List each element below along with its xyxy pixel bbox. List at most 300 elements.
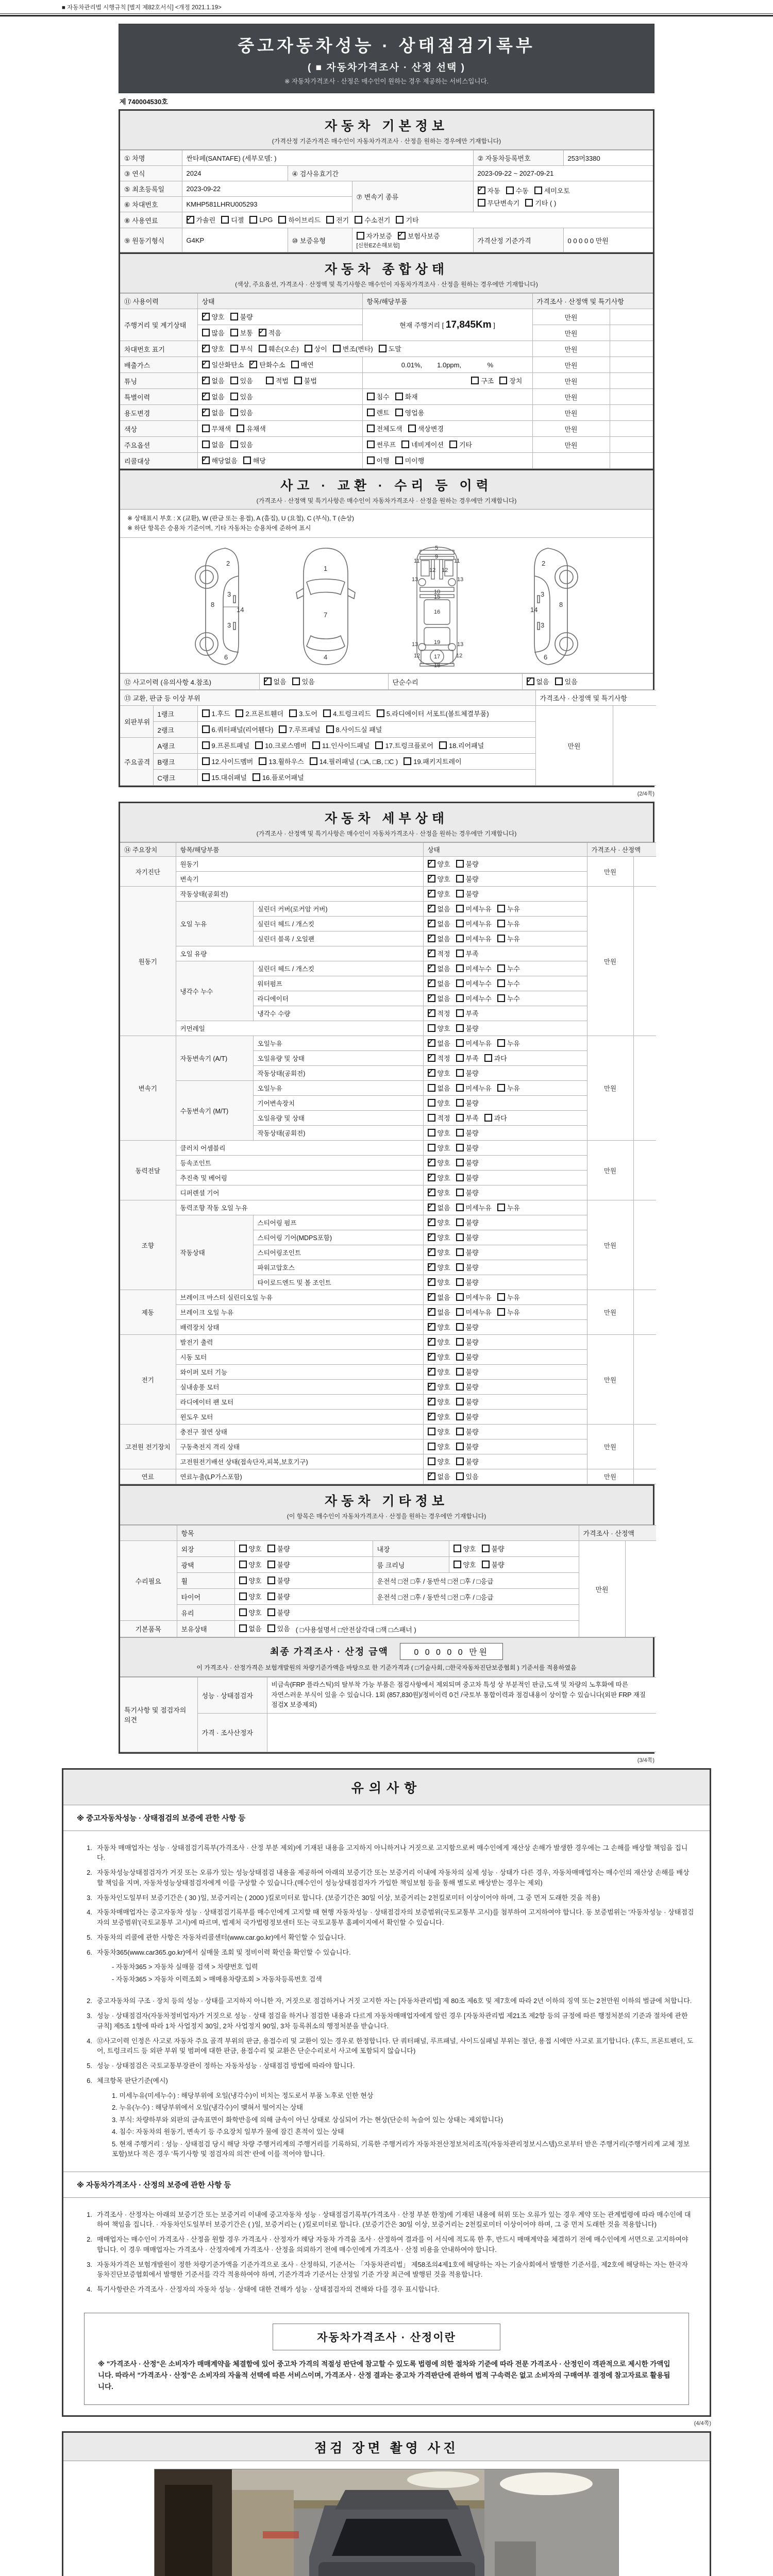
unchecked-box-icon[interactable] — [506, 187, 514, 194]
checked-box-icon[interactable] — [428, 1069, 435, 1077]
checked-box-icon[interactable] — [428, 1398, 435, 1405]
checked-box-icon[interactable] — [202, 345, 210, 352]
checked-box-icon[interactable] — [202, 377, 210, 384]
checkbox-option[interactable] — [456, 1232, 479, 1242]
checkbox-option[interactable] — [482, 1544, 505, 1553]
unchecked-box-icon[interactable] — [289, 709, 297, 717]
checked-box-icon[interactable] — [428, 1174, 435, 1181]
unchecked-box-icon[interactable] — [456, 920, 464, 927]
checkbox-option[interactable] — [202, 772, 247, 782]
checkbox-option[interactable] — [292, 676, 315, 686]
unchecked-box-icon[interactable] — [375, 741, 383, 749]
unchecked-box-icon[interactable] — [497, 979, 505, 987]
checkbox-option[interactable] — [456, 1262, 479, 1272]
checkbox-option[interactable] — [379, 344, 401, 353]
checkbox-option[interactable] — [428, 1188, 450, 1197]
unchecked-box-icon[interactable] — [367, 456, 375, 464]
unchecked-box-icon[interactable] — [230, 409, 238, 416]
unchecked-box-icon[interactable] — [456, 935, 464, 942]
checkbox-option[interactable] — [456, 919, 492, 928]
checkbox-option[interactable] — [456, 1068, 479, 1078]
checkbox-option[interactable] — [456, 1322, 479, 1332]
unchecked-box-icon[interactable] — [323, 709, 331, 717]
unchecked-box-icon[interactable] — [525, 199, 533, 207]
unchecked-box-icon[interactable] — [497, 994, 505, 1002]
checked-box-icon[interactable] — [259, 329, 266, 336]
unchecked-box-icon[interactable] — [456, 1189, 464, 1196]
unchecked-box-icon[interactable] — [395, 409, 403, 416]
checkbox-option[interactable] — [428, 1337, 450, 1347]
checkbox-option[interactable] — [439, 740, 484, 750]
unchecked-box-icon[interactable] — [395, 393, 403, 400]
checkbox-option[interactable] — [428, 1442, 450, 1451]
checkbox-option[interactable] — [404, 756, 461, 766]
unchecked-box-icon[interactable] — [259, 757, 266, 765]
checkbox-option[interactable] — [230, 439, 253, 449]
checkbox-option[interactable] — [267, 1575, 290, 1585]
checkbox-option[interactable] — [456, 1456, 479, 1466]
checked-box-icon[interactable] — [428, 1413, 435, 1420]
checked-box-icon[interactable] — [428, 1472, 435, 1480]
unchecked-box-icon[interactable] — [202, 741, 210, 749]
unchecked-box-icon[interactable] — [239, 1545, 247, 1552]
checkbox-option[interactable] — [428, 1397, 450, 1406]
checkbox-option[interactable] — [456, 1128, 479, 1138]
checked-box-icon[interactable] — [478, 187, 485, 194]
unchecked-box-icon[interactable] — [239, 1577, 247, 1584]
checkbox-option[interactable] — [497, 934, 520, 943]
unchecked-box-icon[interactable] — [456, 1472, 464, 1480]
checkbox-option[interactable] — [398, 231, 440, 241]
unchecked-box-icon[interactable] — [456, 1458, 464, 1465]
unchecked-box-icon[interactable] — [497, 1039, 505, 1047]
checkbox-option[interactable] — [367, 408, 390, 417]
checkbox-option[interactable] — [456, 948, 479, 958]
checkbox-option[interactable] — [395, 392, 418, 401]
checkbox-option[interactable] — [294, 376, 317, 385]
checked-box-icon[interactable] — [428, 1263, 435, 1271]
unchecked-box-icon[interactable] — [456, 1293, 464, 1301]
checkbox-option[interactable] — [428, 1008, 450, 1018]
checkbox-option[interactable] — [428, 904, 450, 913]
checkbox-option[interactable] — [428, 1456, 450, 1466]
unchecked-box-icon[interactable] — [395, 456, 403, 464]
checkbox-option[interactable] — [266, 376, 289, 385]
checked-box-icon[interactable] — [428, 1383, 435, 1391]
checked-box-icon[interactable] — [428, 890, 435, 897]
unchecked-box-icon[interactable] — [456, 1159, 464, 1166]
checkbox-option[interactable] — [249, 216, 273, 224]
checkbox-option[interactable] — [278, 215, 321, 225]
checkbox-option[interactable] — [428, 1098, 450, 1108]
unchecked-box-icon[interactable] — [456, 1039, 464, 1047]
checkbox-option[interactable] — [456, 1397, 479, 1406]
unchecked-box-icon[interactable] — [534, 187, 542, 194]
checkbox-option[interactable] — [202, 423, 231, 433]
checkbox-option[interactable] — [428, 963, 450, 973]
checkbox-option[interactable] — [230, 328, 253, 337]
checked-box-icon[interactable] — [187, 216, 194, 224]
unchecked-box-icon[interactable] — [255, 741, 263, 749]
unchecked-box-icon[interactable] — [456, 1009, 464, 1017]
unchecked-box-icon[interactable] — [253, 773, 260, 781]
checkbox-option[interactable] — [396, 215, 418, 225]
checkbox-option[interactable] — [239, 1560, 262, 1569]
unchecked-box-icon[interactable] — [239, 1561, 247, 1568]
unchecked-box-icon[interactable] — [267, 1545, 275, 1552]
unchecked-box-icon[interactable] — [305, 345, 312, 352]
checkbox-option[interactable] — [428, 1202, 450, 1212]
checkbox-option[interactable] — [401, 439, 444, 449]
unchecked-box-icon[interactable] — [456, 1233, 464, 1241]
checkbox-option[interactable] — [428, 1471, 450, 1481]
unchecked-box-icon[interactable] — [428, 1084, 435, 1092]
unchecked-box-icon[interactable] — [428, 1428, 435, 1435]
checkbox-option[interactable] — [221, 215, 244, 225]
unchecked-box-icon[interactable] — [456, 1263, 464, 1271]
checked-box-icon[interactable] — [428, 935, 435, 942]
checked-box-icon[interactable] — [527, 677, 534, 685]
unchecked-box-icon[interactable] — [499, 377, 507, 384]
unchecked-box-icon[interactable] — [555, 677, 563, 685]
checkbox-option[interactable] — [456, 1292, 492, 1302]
checkbox-option[interactable] — [333, 344, 373, 353]
unchecked-box-icon[interactable] — [202, 709, 210, 717]
unchecked-box-icon[interactable] — [237, 425, 244, 432]
unchecked-box-icon[interactable] — [456, 1368, 464, 1376]
unchecked-box-icon[interactable] — [456, 1069, 464, 1077]
checkbox-option[interactable] — [499, 376, 522, 385]
checkbox-option[interactable] — [428, 1277, 450, 1287]
checkbox-option[interactable] — [497, 919, 520, 928]
unchecked-box-icon[interactable] — [377, 709, 384, 717]
checkbox-option[interactable] — [497, 993, 520, 1003]
checkbox-option[interactable] — [202, 724, 274, 734]
checkbox-option[interactable] — [230, 392, 253, 401]
unchecked-box-icon[interactable] — [230, 377, 238, 384]
checked-box-icon[interactable] — [202, 361, 210, 368]
unchecked-box-icon[interactable] — [267, 1561, 275, 1568]
checkbox-option[interactable] — [534, 185, 570, 195]
unchecked-box-icon[interactable] — [239, 1624, 247, 1632]
checkbox-option[interactable] — [187, 215, 216, 225]
checked-box-icon[interactable] — [428, 950, 435, 957]
checked-box-icon[interactable] — [249, 361, 257, 368]
checked-box-icon[interactable] — [428, 905, 435, 912]
checkbox-option[interactable] — [367, 392, 390, 401]
checkbox-option[interactable] — [202, 439, 225, 449]
checkbox-option[interactable] — [305, 344, 327, 353]
unchecked-box-icon[interactable] — [367, 425, 375, 432]
checkbox-option[interactable] — [428, 874, 450, 884]
checkbox-option[interactable] — [428, 889, 450, 899]
unchecked-box-icon[interactable] — [456, 979, 464, 987]
unchecked-box-icon[interactable] — [497, 1084, 505, 1092]
unchecked-box-icon[interactable] — [333, 345, 341, 352]
checkbox-option[interactable] — [456, 978, 492, 988]
unchecked-box-icon[interactable] — [408, 425, 416, 432]
checkbox-option[interactable] — [456, 1083, 492, 1093]
checkbox-option[interactable] — [428, 1382, 450, 1392]
checkbox-option[interactable] — [456, 1158, 479, 1167]
checked-box-icon[interactable] — [428, 1204, 435, 1211]
checkbox-option[interactable] — [236, 708, 283, 718]
checkbox-option[interactable] — [355, 215, 390, 225]
unchecked-box-icon[interactable] — [230, 329, 238, 336]
checkbox-option[interactable] — [264, 676, 287, 686]
checkbox-option[interactable] — [202, 455, 238, 465]
unchecked-box-icon[interactable] — [484, 1054, 492, 1062]
checkbox-option[interactable] — [456, 1337, 479, 1347]
checkbox-option[interactable] — [202, 740, 250, 750]
unchecked-box-icon[interactable] — [428, 1144, 435, 1151]
unchecked-box-icon[interactable] — [221, 216, 229, 224]
checkbox-option[interactable] — [237, 423, 266, 433]
checkbox-option[interactable] — [478, 185, 500, 195]
checkbox-option[interactable] — [428, 1143, 450, 1153]
checkbox-option[interactable] — [253, 772, 304, 782]
checkbox-option[interactable] — [202, 344, 225, 353]
checked-box-icon[interactable] — [428, 1054, 435, 1062]
checkbox-option[interactable] — [484, 1113, 507, 1123]
checkbox-option[interactable] — [230, 376, 253, 385]
checked-box-icon[interactable] — [202, 409, 210, 416]
checkbox-option[interactable] — [456, 874, 479, 884]
unchecked-box-icon[interactable] — [267, 1608, 275, 1616]
checkbox-option[interactable] — [478, 198, 520, 208]
checked-box-icon[interactable] — [202, 313, 210, 320]
checkbox-option[interactable] — [497, 1292, 520, 1302]
checkbox-option[interactable] — [312, 740, 369, 750]
checkbox-option[interactable] — [202, 360, 244, 369]
checkbox-option[interactable] — [428, 1352, 450, 1362]
unchecked-box-icon[interactable] — [484, 1114, 492, 1122]
checkbox-option[interactable] — [428, 978, 450, 988]
unchecked-box-icon[interactable] — [456, 1218, 464, 1226]
checked-box-icon[interactable] — [428, 964, 435, 972]
checkbox-option[interactable] — [267, 1544, 290, 1553]
unchecked-box-icon[interactable] — [279, 725, 287, 733]
checkbox-option[interactable] — [408, 423, 444, 433]
unchecked-box-icon[interactable] — [453, 1545, 461, 1552]
unchecked-box-icon[interactable] — [396, 216, 404, 224]
checkbox-option[interactable] — [375, 740, 433, 750]
checkbox-option[interactable] — [428, 1158, 450, 1167]
unchecked-box-icon[interactable] — [497, 905, 505, 912]
checkbox-option[interactable] — [456, 1173, 479, 1182]
unchecked-box-icon[interactable] — [236, 709, 243, 717]
checkbox-option[interactable] — [428, 1292, 450, 1302]
checkbox-option[interactable] — [456, 1352, 479, 1362]
checkbox-option[interactable] — [428, 934, 450, 943]
checkbox-option[interactable] — [357, 231, 392, 241]
checkbox-option[interactable] — [456, 904, 492, 913]
unchecked-box-icon[interactable] — [401, 440, 409, 448]
checkbox-option[interactable] — [428, 1262, 450, 1272]
checked-box-icon[interactable] — [264, 677, 272, 685]
unchecked-box-icon[interactable] — [357, 232, 364, 240]
checked-box-icon[interactable] — [398, 232, 406, 240]
checkbox-option[interactable] — [456, 1113, 479, 1123]
checkbox-option[interactable] — [453, 1544, 476, 1553]
checkbox-option[interactable] — [456, 1471, 479, 1481]
checked-box-icon[interactable] — [428, 1353, 435, 1361]
checkbox-option[interactable] — [456, 1023, 479, 1033]
unchecked-box-icon[interactable] — [456, 1428, 464, 1435]
unchecked-box-icon[interactable] — [367, 393, 375, 400]
unchecked-box-icon[interactable] — [471, 377, 479, 384]
checkbox-option[interactable] — [497, 1038, 520, 1048]
unchecked-box-icon[interactable] — [456, 1144, 464, 1151]
unchecked-box-icon[interactable] — [456, 1353, 464, 1361]
checkbox-option[interactable] — [456, 1427, 479, 1436]
checked-box-icon[interactable] — [428, 1338, 435, 1346]
checkbox-option[interactable] — [456, 1053, 479, 1063]
checked-box-icon[interactable] — [428, 1039, 435, 1047]
checkbox-option[interactable] — [230, 344, 253, 353]
checkbox-option[interactable] — [456, 1217, 479, 1227]
checked-box-icon[interactable] — [428, 860, 435, 868]
checkbox-option[interactable] — [456, 1307, 492, 1317]
checkbox-option[interactable] — [367, 439, 396, 449]
unchecked-box-icon[interactable] — [294, 377, 302, 384]
checkbox-option[interactable] — [326, 724, 382, 734]
checkbox-option[interactable] — [506, 185, 529, 195]
checkbox-option[interactable] — [456, 934, 492, 943]
unchecked-box-icon[interactable] — [497, 1204, 505, 1211]
checked-box-icon[interactable] — [428, 1248, 435, 1256]
unchecked-box-icon[interactable] — [239, 1592, 247, 1600]
unchecked-box-icon[interactable] — [202, 440, 210, 448]
checkbox-option[interactable] — [377, 708, 489, 718]
checkbox-option[interactable] — [456, 993, 492, 1003]
checkbox-option[interactable] — [395, 408, 425, 417]
unchecked-box-icon[interactable] — [202, 329, 210, 336]
checkbox-option[interactable] — [259, 328, 281, 337]
checkbox-option[interactable] — [428, 1307, 450, 1317]
checkbox-option[interactable] — [456, 1382, 479, 1392]
checkbox-option[interactable] — [291, 360, 314, 369]
checkbox-option[interactable] — [428, 1083, 450, 1093]
checkbox-option[interactable] — [456, 1098, 479, 1108]
checkbox-option[interactable] — [456, 859, 479, 869]
unchecked-box-icon[interactable] — [456, 1054, 464, 1062]
unchecked-box-icon[interactable] — [456, 1099, 464, 1107]
unchecked-box-icon[interactable] — [449, 440, 457, 448]
unchecked-box-icon[interactable] — [456, 1308, 464, 1316]
unchecked-box-icon[interactable] — [326, 725, 334, 733]
unchecked-box-icon[interactable] — [456, 1323, 464, 1331]
checkbox-option[interactable] — [202, 392, 225, 401]
unchecked-box-icon[interactable] — [482, 1561, 490, 1568]
unchecked-box-icon[interactable] — [259, 345, 266, 352]
unchecked-box-icon[interactable] — [266, 377, 274, 384]
unchecked-box-icon[interactable] — [202, 773, 210, 781]
checkbox-option[interactable] — [428, 1173, 450, 1182]
checkbox-option[interactable] — [456, 1038, 492, 1048]
unchecked-box-icon[interactable] — [456, 1383, 464, 1391]
checkbox-option[interactable] — [367, 455, 390, 465]
unchecked-box-icon[interactable] — [249, 216, 257, 224]
checkbox-option[interactable] — [202, 708, 230, 718]
checkbox-option[interactable] — [456, 1442, 479, 1451]
checkbox-option[interactable] — [239, 1591, 262, 1601]
checkbox-option[interactable] — [484, 1053, 507, 1063]
checkbox-option[interactable] — [428, 1128, 450, 1138]
checkbox-option[interactable] — [367, 423, 402, 433]
unchecked-box-icon[interactable] — [292, 677, 300, 685]
unchecked-box-icon[interactable] — [230, 440, 238, 448]
unchecked-box-icon[interactable] — [456, 1248, 464, 1256]
checkbox-option[interactable] — [259, 756, 304, 766]
checked-box-icon[interactable] — [202, 393, 210, 400]
unchecked-box-icon[interactable] — [202, 425, 210, 432]
checkbox-option[interactable] — [497, 1307, 520, 1317]
checkbox-option[interactable] — [395, 455, 425, 465]
unchecked-box-icon[interactable] — [453, 1561, 461, 1568]
checkbox-option[interactable] — [267, 1607, 290, 1617]
unchecked-box-icon[interactable] — [456, 1204, 464, 1211]
checkbox-option[interactable] — [428, 1427, 450, 1436]
checkbox-option[interactable] — [497, 1202, 520, 1212]
unchecked-box-icon[interactable] — [497, 935, 505, 942]
checkbox-option[interactable] — [428, 948, 450, 958]
checkbox-option[interactable] — [456, 1367, 479, 1377]
unchecked-box-icon[interactable] — [439, 741, 447, 749]
checkbox-option[interactable] — [428, 859, 450, 869]
unchecked-box-icon[interactable] — [239, 1608, 247, 1616]
unchecked-box-icon[interactable] — [267, 1592, 275, 1600]
unchecked-box-icon[interactable] — [243, 456, 251, 464]
unchecked-box-icon[interactable] — [428, 1458, 435, 1465]
checkbox-option[interactable] — [239, 1607, 262, 1617]
unchecked-box-icon[interactable] — [230, 393, 238, 400]
checked-box-icon[interactable] — [428, 1368, 435, 1376]
unchecked-box-icon[interactable] — [456, 1398, 464, 1405]
checkbox-option[interactable] — [428, 1113, 450, 1123]
checkbox-option[interactable] — [456, 1188, 479, 1197]
checkbox-option[interactable] — [428, 993, 450, 1003]
checkbox-option[interactable] — [497, 963, 520, 973]
unchecked-box-icon[interactable] — [456, 1024, 464, 1032]
checkbox-option[interactable] — [428, 1232, 450, 1242]
checked-box-icon[interactable] — [428, 1278, 435, 1286]
unchecked-box-icon[interactable] — [367, 440, 375, 448]
unchecked-box-icon[interactable] — [428, 1129, 435, 1137]
checked-box-icon[interactable] — [202, 456, 210, 464]
checkbox-option[interactable] — [239, 1544, 262, 1553]
unchecked-box-icon[interactable] — [456, 1174, 464, 1181]
unchecked-box-icon[interactable] — [497, 920, 505, 927]
unchecked-box-icon[interactable] — [404, 757, 411, 765]
checkbox-option[interactable] — [428, 1053, 450, 1063]
checked-box-icon[interactable] — [428, 994, 435, 1002]
unchecked-box-icon[interactable] — [267, 1577, 275, 1584]
checkbox-option[interactable] — [428, 1068, 450, 1078]
checkbox-option[interactable] — [243, 455, 266, 465]
checkbox-option[interactable] — [428, 1023, 450, 1033]
checkbox-option[interactable] — [428, 1217, 450, 1227]
checkbox-option[interactable] — [202, 328, 225, 337]
unchecked-box-icon[interactable] — [367, 409, 375, 416]
checked-box-icon[interactable] — [428, 875, 435, 883]
checkbox-option[interactable] — [428, 919, 450, 928]
checkbox-option[interactable] — [259, 344, 299, 353]
checked-box-icon[interactable] — [428, 1233, 435, 1241]
checkbox-option[interactable] — [497, 978, 520, 988]
unchecked-box-icon[interactable] — [355, 216, 362, 224]
unchecked-box-icon[interactable] — [379, 345, 386, 352]
